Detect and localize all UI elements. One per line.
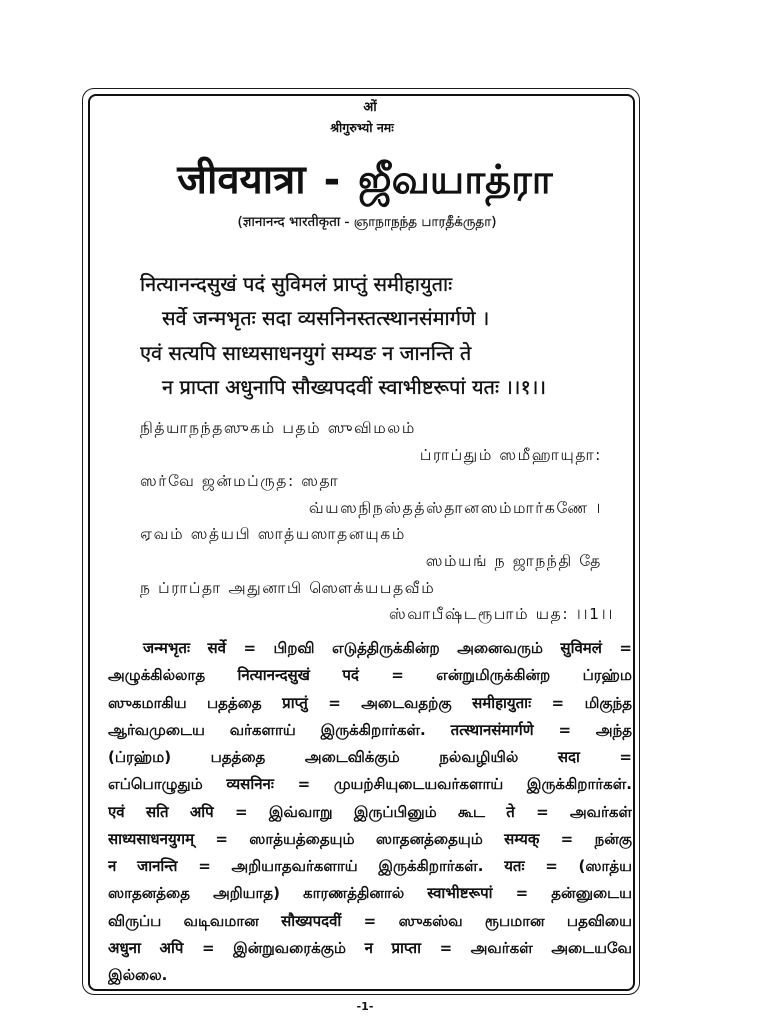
commentary-line: ஸாதனத்தை அறியாத) காரணத்தினால் स्वाभीष्टरूपां = தன்னுடைய <box>108 884 632 903</box>
title-sanskrit: जीवयात्रा <box>177 157 306 203</box>
commentary-line: (ப்ரஹ்ம) பதத்தை அடைவிக்கும் நல்வழியில் सदा = <box>108 748 632 766</box>
guru-invocation: श्रीगुरुभ्यो नमः <box>330 120 394 135</box>
commentary-line: இல்லை. <box>108 966 168 984</box>
sanskrit-verse-line: न प्राप्ता अधुनापि सौख्यपदवीं स्वाभीष्टरूपां यतः ।।१।। <box>162 374 547 399</box>
page-title <box>110 152 620 208</box>
sanskrit-verse-line: सर्वे जन्मभृतः सदा व्यसनिनस्तत्स्थानसंमार्गणे । <box>162 306 490 331</box>
tamil-verse-line: நித்யாநந்தஸுகம் பதம் ஸுவிமலம் <box>140 419 416 437</box>
om-syllable: ओं <box>363 100 377 115</box>
commentary-line: ஸுகமாகிய பதத்தை प्राप्तुं = அடைவதற்கு समीहायुताः = மிகுந்த <box>108 693 632 712</box>
commentary-line: அழுக்கில்லாத नित्यानन्दसुखं पदं = என்றுமிருக்கின்ற ப்ரஹ்ம <box>108 666 632 685</box>
tamil-verse-line: வ்யஸநிநஸ்தத்ஸ்தானஸம்மார்கணே । <box>308 498 602 517</box>
page-number: -1- <box>356 1000 374 1013</box>
commentary-line: எப்பொழுதும் व्यसनिनः = முயற்சியுடையவர்களாய் இருக்கிறார்கள். <box>108 775 632 794</box>
commentary-paragraph <box>108 635 632 989</box>
commentary-line: ஆர்வமுடைய வர்களாய் இருக்கிறார்கள். तत्स्थानसंमार्गणे = அந்த <box>108 720 632 739</box>
commentary-line: साध्यसाधनयुगम् = ஸாத்யத்தையும் ஸாதனத்தையும் सम्यक् = நன்கு <box>108 829 632 848</box>
commentary-line: एवं सति अपि = இவ்வாறு இருப்பினும் கூட ते = அவர்கள் <box>108 802 632 821</box>
commentary-line: जन्मभृतः सर्वे = பிறவி எடுத்திருக்கின்ற அனைவரும் सुविमलं = <box>143 639 632 657</box>
author-attribution: (ज्ञानानन्द भारतीकृता - ஞாநாநந்த பாரதீக்ருதா) <box>237 214 497 230</box>
tamil-transliteration <box>140 415 614 628</box>
commentary-line: விருப்ப வடிவமான सौख्यपदवीं = ஸுகஸ்வ ரூபமான பதவியை <box>108 911 632 930</box>
title-tamil: ஜீவயாத்ரா <box>358 157 553 203</box>
tamil-verse-line: ப்ராப்தும் ஸமீஹாயுதா: <box>419 445 602 464</box>
tamil-verse-line: ஸ்வாபீஷ்டரூபாம் யத: ।।1।। <box>388 605 614 624</box>
title-separator: - <box>323 157 341 203</box>
tamil-verse-line: ஸர்வே ஜன்மப்ருத: ஸதா <box>140 472 340 491</box>
commentary-line: न जानन्ति = அறியாதவர்களாய் இருக்கிறார்கள். यतः = (ஸாத்ய <box>108 857 632 875</box>
commentary-line: अधुना अपि = இன்றுவரைக்கும் न प्राप्ता = அவர்கள் அடையவே <box>108 938 632 957</box>
tamil-verse-line: ஏவம் ஸத்யபி ஸாத்யஸாதனயுகம் <box>140 525 406 544</box>
sanskrit-verse <box>140 267 632 404</box>
sanskrit-verse-line: एवं सत्यपि साध्यसाधनयुगं सम्यङ न जानन्ति ते <box>140 340 472 365</box>
sanskrit-verse-line: नित्यानन्दसुखं पदं सुविमलं प्राप्तुं समीहायुताः <box>140 272 453 296</box>
tamil-verse-line: ந ப்ராப்தா அதுனாபி ஸௌக்யபதவீம் <box>140 578 436 597</box>
tamil-verse-line: ஸம்யங் ந ஜாநந்தி தே <box>425 551 602 570</box>
